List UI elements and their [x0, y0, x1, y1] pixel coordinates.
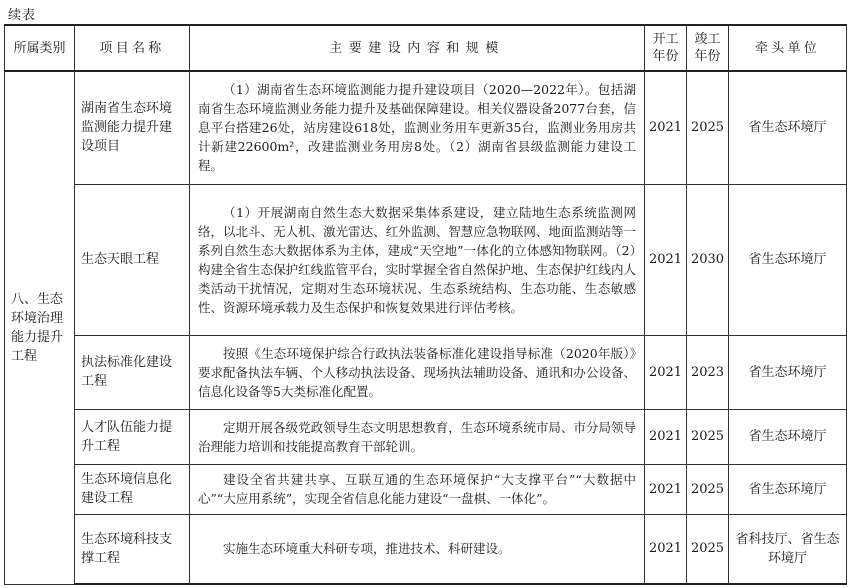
start-year: 2021	[645, 184, 687, 335]
project-table	[4, 24, 847, 585]
end-year: 2025	[687, 514, 729, 584]
table-row	[5, 409, 847, 464]
header-row	[5, 25, 847, 71]
start-year: 2021	[645, 71, 687, 184]
header-content: 主要建设内容和规模	[190, 25, 645, 71]
lead-unit: 省生态环境厅	[729, 335, 847, 409]
table-row	[5, 464, 847, 514]
table-row	[5, 184, 847, 335]
lead-unit: 省生态环境厅	[729, 184, 847, 335]
project-content: 按照《生态环境保护综合行政执法装备标准化建设指导标准（2020年版）》要求配备执法车辆、个人移动执法设备、现场执法辅助设备、通讯和办公设备、信息化设备等5大类标准化配置。	[190, 335, 645, 409]
continued-label: 续表	[8, 8, 37, 23]
start-year: 2021	[645, 514, 687, 584]
project-content: 定期开展各级党政领导生态文明思想教育，生态环境系统市局、市分局领导治理能力培训和技能提高教育干部轮训。	[190, 409, 645, 464]
header-start-year: 开工年份	[645, 25, 687, 71]
project-name: 人才队伍能力提升工程	[75, 409, 190, 464]
project-name: 生态环境信息化建设工程	[75, 464, 190, 514]
lead-unit: 省科技厅、省生态环境厅	[729, 514, 847, 584]
lead-unit: 省生态环境厅	[729, 71, 847, 184]
header-category: 所属类别	[5, 25, 75, 71]
header-name: 项目名称	[75, 25, 190, 71]
start-year: 2021	[645, 335, 687, 409]
category-cell: 八、生态环境治理能力提升工程	[5, 71, 75, 584]
start-year: 2021	[645, 409, 687, 464]
project-content: （1）湖南省生态环境监测能力提升建设项目（2020—2022年）。包括湖南省生态环境监测业务能力提升及基础保障建设。相关仪器设备2077台套，信息平台搭建26处，站房建设618处，监测业务用车更新35台，监测业务用房共计新建22600m²，改建监测业务用房8处。（2）湖南省县级监测能力建设工程。	[190, 71, 645, 184]
end-year: 2030	[687, 184, 729, 335]
project-name: 湖南省生态环境监测能力提升建设项目	[75, 71, 190, 184]
table-row	[5, 514, 847, 584]
project-content: （1）开展湖南自然生态大数据采集体系建设，建立陆地生态系统监测网络，以北斗、无人机、激光雷达、红外监测、智慧应急物联网、地面监测站等一系列自然生态大数据体系为主体，建成“天空地”一体化的立体感知物联网。（2）构建全省生态保护红线监管平台，实时掌握全省自然保护地、生态保护红线内人类活动干扰情况，定期对生态环境状况、生态系统结构、生态功能、生态敏感性、资源环境承载力及生态保护和恢复效果进行评估考核。	[190, 184, 645, 335]
end-year: 2025	[687, 409, 729, 464]
project-name: 生态天眼工程	[75, 184, 190, 335]
header-end-year: 竣工年份	[687, 25, 729, 71]
table-row	[5, 71, 847, 184]
end-year: 2025	[687, 71, 729, 184]
lead-unit: 省生态环境厅	[729, 409, 847, 464]
start-year: 2021	[645, 464, 687, 514]
table-row	[5, 335, 847, 409]
header-lead-unit: 牵头单位	[729, 25, 847, 71]
project-content: 实施生态环境重大科研专项，推进技术、科研建设。	[190, 514, 645, 584]
end-year: 2023	[687, 335, 729, 409]
lead-unit: 省生态环境厅	[729, 464, 847, 514]
project-name: 执法标准化建设工程	[75, 335, 190, 409]
project-name: 生态环境科技支撑工程	[75, 514, 190, 584]
project-content: 建设全省共建共享、互联互通的生态环境保护“大支撑平台”“大数据中心”“大应用系统”，实现全省信息化能力建设“一盘棋、一体化”。	[190, 464, 645, 514]
end-year: 2025	[687, 464, 729, 514]
